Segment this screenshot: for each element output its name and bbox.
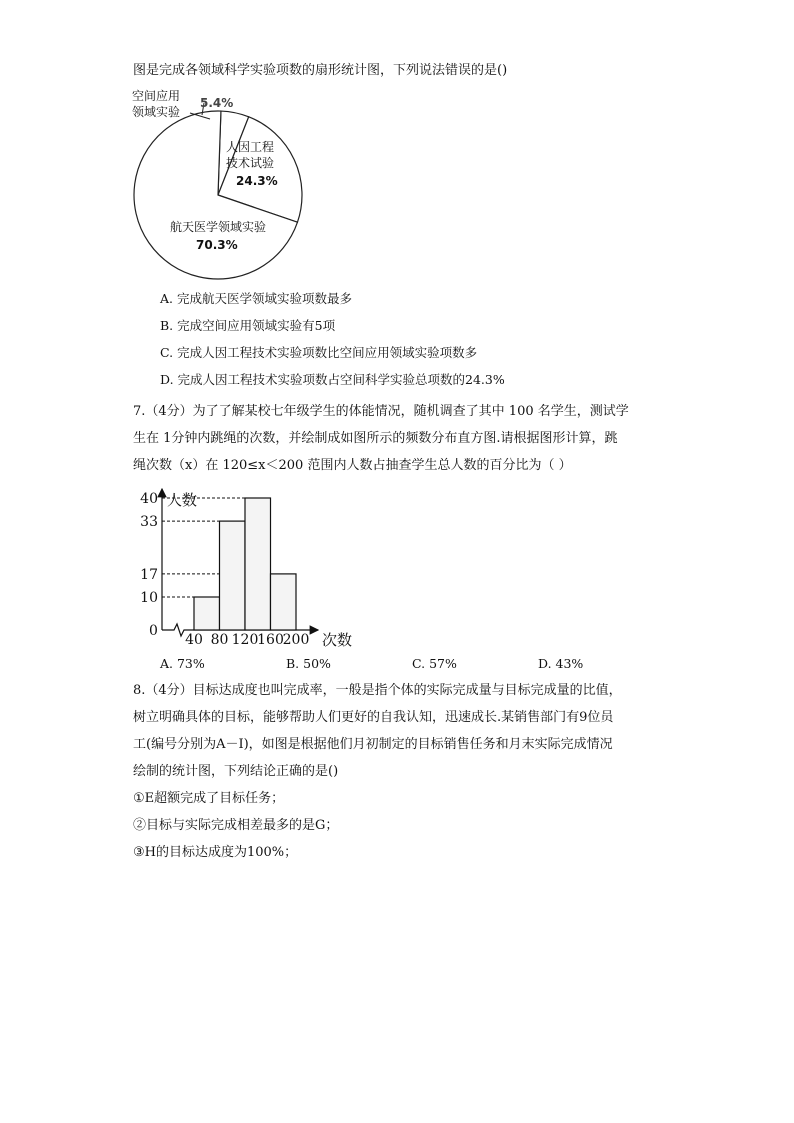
histogram-bar-160-200 [271,574,297,630]
q8-statement-3: ③H的目标达成度为100%； [133,845,298,860]
q7-option-d: D. 43% [538,656,584,671]
pie-label-space-2: 领域实验 [132,105,181,119]
q8-statement-1: ①E超额完成了目标任务； [133,791,285,806]
pie-value-human: 24.3% [236,174,278,188]
histogram-xtick-80: 80 [210,632,229,648]
histogram-xtick-160: 160 [257,632,284,648]
histogram-bar-80-120 [220,521,246,630]
q8-line-3: 工(编号分别为A－I)，如图是根据他们月初制定的目标销售任务和月末实际完成情况 [133,737,613,752]
q7-line-1: 7.（4分）为了了解某校七年级学生的体能情况，随机调查了其中 100 名学生，测试学 [133,404,629,419]
q6-option-b: B. 完成空间应用领域实验有5项 [160,318,336,333]
q6-stem: 图是完成各领域科学实验项数的扇形统计图，下列说法错误的是() [133,63,508,78]
q6-option-d: D. 完成人因工程技术实验项数占空间科学实验总项数的24.3% [160,372,505,387]
histogram-ytick-33: 33 [140,514,158,531]
histogram-ytick-10: 10 [140,590,158,606]
q8-line-4: 绘制的统计图，下列结论正确的是() [133,764,339,779]
q7-line-3: 绳次数（x）在 120≤x＜200 范围内人数占抽查学生总人数的百分比为（ ） [133,458,572,473]
pie-label-human-1: 人因工程 [226,140,275,154]
pie-label-space-1: 空间应用 [132,89,181,103]
histogram-ylabel: 人数 [167,491,198,509]
histogram-origin: 0 [149,623,158,639]
q6-option-a: A. 完成航天医学领域实验项数最多 [160,291,352,306]
q8-line-2: 树立明确具体的目标，能够帮助人们更好的自我认知，迅速成长.某销售部门有9位员 [133,710,614,725]
pie-value-space: 5.4% [200,96,234,110]
pie-label-medical: 航天医学领域实验 [170,220,267,234]
q7-option-c: C. 57% [412,656,457,671]
pie-chart [128,85,358,295]
histogram-ytick-17: 17 [140,566,158,583]
q8-line-1: 8.（4分）目标达成度也叫完成率，一般是指个体的实际完成量与目标完成量的比值， [133,683,622,698]
q6-option-c: C. 完成人因工程技术实验项数比空间应用领域实验项数多 [160,345,478,360]
histogram-xtick-40: 40 [185,632,203,648]
pie-value-medical: 70.3% [196,238,238,252]
q7-option-a: A. 73% [160,656,205,671]
histogram-xtick-200: 200 [282,632,310,648]
q7-option-b: B. 50% [286,656,331,671]
histogram-xlabel: 次数 [322,631,353,649]
pie-label-human-2: 技术试验 [226,156,275,170]
histogram-bar-120-160 [245,498,271,630]
q7-line-2: 生在 1分钟内跳绳的次数，并绘制成如图所示的频数分布直方图.请根据图形计算，跳 [133,431,618,446]
histogram-xtick-120: 120 [231,632,259,648]
histogram-bar-40-80 [194,597,220,630]
histogram [138,485,378,650]
q8-statement-2: ②目标与实际完成相差最多的是G； [133,818,339,833]
histogram-ytick-40: 40 [140,491,158,507]
